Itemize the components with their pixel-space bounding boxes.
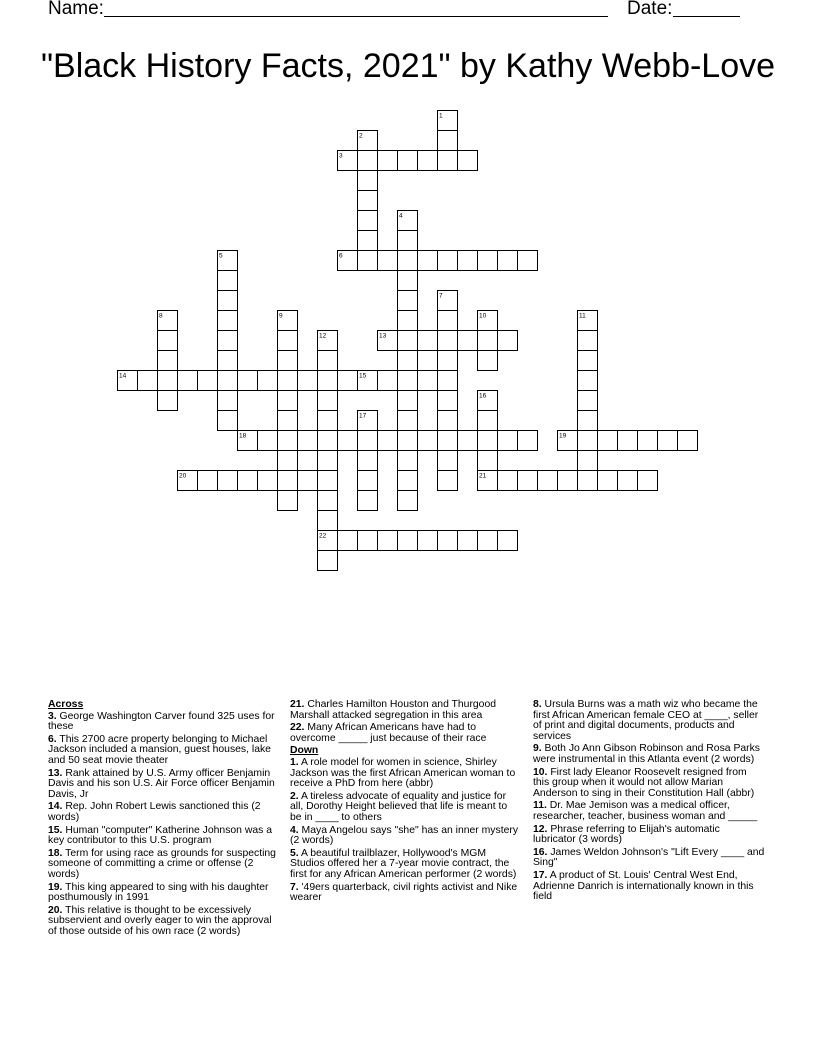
down-clue <box>533 744 765 765</box>
grid-cell[interactable] <box>438 111 458 131</box>
cell-number: 3 <box>339 152 343 160</box>
across-clue <box>48 735 276 767</box>
clue-number: 9. <box>533 743 542 755</box>
cell-number: 15 <box>359 372 367 380</box>
cell-number: 13 <box>379 332 387 340</box>
grid-cell[interactable] <box>598 471 618 491</box>
grid-cell[interactable] <box>218 271 238 291</box>
grid-cell[interactable] <box>198 471 218 491</box>
clue-number: 8. <box>533 699 542 710</box>
grid-cell[interactable] <box>398 311 418 331</box>
clue-number: 3. <box>48 710 57 722</box>
clue-text: Phrase referring to Elijah's automatic lubricator (3 words) <box>533 823 720 846</box>
grid-cell[interactable] <box>518 251 538 271</box>
clue-number: 20. <box>48 904 63 916</box>
grid-cell[interactable] <box>358 411 378 431</box>
cell-number: 20 <box>179 472 187 480</box>
grid-cell[interactable] <box>158 351 178 371</box>
grid-cell[interactable] <box>318 371 338 391</box>
clue-number: 19. <box>48 881 63 893</box>
clue-text: Term for using race as grounds for suspecting someone of committing a crime or offense (2 words) <box>48 847 276 880</box>
cell-number: 18 <box>239 432 247 440</box>
down-clue <box>533 700 765 742</box>
grid-cell[interactable] <box>478 331 498 351</box>
grid-cell[interactable] <box>478 391 498 411</box>
grid-cell[interactable] <box>318 451 338 471</box>
clue-number: 22. <box>290 722 305 734</box>
clue-text: Many African Americans have had to overcome _____ just because of their race <box>290 722 487 744</box>
grid-cell[interactable] <box>218 251 238 271</box>
clue-number: 14. <box>48 801 63 813</box>
cell-number: 17 <box>359 412 367 420</box>
cell-number: 16 <box>479 392 487 400</box>
grid-cell[interactable] <box>358 451 378 471</box>
grid-cell[interactable] <box>138 371 158 391</box>
grid-cell[interactable] <box>218 371 238 391</box>
grid-cell[interactable] <box>438 351 458 371</box>
cell-number: 19 <box>559 432 567 440</box>
grid-cell[interactable] <box>378 251 398 271</box>
grid-cell[interactable] <box>158 391 178 411</box>
grid-cell[interactable] <box>418 151 438 171</box>
grid-cell[interactable] <box>438 251 458 271</box>
grid-cell[interactable] <box>458 531 478 551</box>
grid-cell[interactable] <box>398 371 418 391</box>
across-clue <box>290 700 518 721</box>
grid-cell[interactable] <box>438 451 458 471</box>
clue-number: 17. <box>533 869 548 881</box>
clue-text: A product of St. Louis' Central West End, Adrienne Danrich is internationally known in this field <box>533 869 754 903</box>
grid-cell[interactable] <box>358 471 378 491</box>
grid-cell[interactable] <box>518 471 538 491</box>
across-clue <box>48 826 276 847</box>
cell-number: 14 <box>119 372 127 380</box>
grid-cell[interactable] <box>618 431 638 451</box>
grid-cell[interactable] <box>398 351 418 371</box>
cell-number: 5 <box>219 252 223 260</box>
date-label: Date: <box>627 0 678 19</box>
grid-cell[interactable] <box>478 311 498 331</box>
grid-cell[interactable] <box>158 331 178 351</box>
puzzle-title: "Black History Facts, 2021" by Kathy Webb-Love <box>40 47 776 85</box>
clue-number: 11. <box>533 800 547 812</box>
down-clue <box>533 871 765 903</box>
grid-cell[interactable] <box>478 351 498 371</box>
grid-cell[interactable] <box>278 351 298 371</box>
across-clue <box>48 906 276 938</box>
grid-cell[interactable] <box>298 471 318 491</box>
clue-text: Ursula Burns was a math wiz who became the first African American female CEO at ____, seller of print and digital documents, products and services <box>533 699 759 742</box>
clue-text: A beautiful trailblazer, Hollywood's MGM Studios offered her a 7-year movie contract, the first for any African American performer (2 words) <box>290 847 517 880</box>
grid-cell[interactable] <box>238 371 258 391</box>
grid-cell[interactable] <box>238 431 258 451</box>
grid-cell[interactable] <box>578 431 598 451</box>
grid-cell[interactable] <box>318 411 338 431</box>
grid-cell[interactable] <box>318 331 338 351</box>
clue-text: Both Jo Ann Gibson Robinson and Rosa Parks were instrumental in this Atlanta event (2 words) <box>533 743 761 765</box>
grid-cell[interactable] <box>158 371 178 391</box>
clue-column-2 <box>290 700 518 906</box>
grid-cell[interactable] <box>378 331 398 351</box>
clue-number: 4. <box>290 824 299 836</box>
grid-cell[interactable] <box>338 371 358 391</box>
grid-cell[interactable] <box>378 431 398 451</box>
grid-cell[interactable] <box>218 291 238 311</box>
grid-cell[interactable] <box>318 551 338 571</box>
grid-cell[interactable] <box>338 531 358 551</box>
clue-number: 18. <box>48 847 63 859</box>
across-clue <box>48 769 276 801</box>
grid-cell[interactable] <box>378 371 398 391</box>
clue-text: Maya Angelou says "she" has an inner mystery (2 words) <box>290 824 519 847</box>
grid-cell[interactable] <box>358 371 378 391</box>
grid-cell[interactable] <box>478 431 498 451</box>
clue-text: James Weldon Johnson's "Lift Every ____ and Sing" <box>533 846 765 869</box>
name-underline[interactable] <box>104 16 608 17</box>
grid-cell[interactable] <box>478 531 498 551</box>
grid-cell[interactable] <box>438 291 458 311</box>
across-clue <box>48 712 276 733</box>
grid-cell[interactable] <box>318 531 338 551</box>
grid-cell[interactable] <box>158 311 178 331</box>
clue-column-1 <box>48 700 276 939</box>
grid-cell[interactable] <box>438 371 458 391</box>
grid-cell[interactable] <box>218 311 238 331</box>
grid-cell[interactable] <box>318 351 338 371</box>
cell-number: 11 <box>579 312 586 320</box>
clue-text: George Washington Carver found 325 uses for these <box>48 710 275 733</box>
down-heading: Down <box>290 745 319 757</box>
grid-cell[interactable] <box>578 391 598 411</box>
grid-cell[interactable] <box>578 331 598 351</box>
grid-cell[interactable] <box>578 351 598 371</box>
grid-cell[interactable] <box>438 391 458 411</box>
across-clue <box>48 802 276 823</box>
grid-cell[interactable] <box>278 311 298 331</box>
grid-cell[interactable] <box>538 471 558 491</box>
grid-cell[interactable] <box>358 251 378 271</box>
clue-text: First lady Eleanor Roosevelt resigned from this group when it would not allow Marian Anderson to sing in their Constitution Hall (abbr) <box>533 766 755 799</box>
grid-cell[interactable] <box>278 451 298 471</box>
clue-column-3 <box>533 700 765 905</box>
grid-cell[interactable] <box>438 131 458 151</box>
clue-number: 12. <box>533 823 548 835</box>
grid-cell[interactable] <box>398 291 418 311</box>
grid-cell[interactable] <box>278 491 298 511</box>
grid-cell[interactable] <box>278 431 298 451</box>
clue-number: 5. <box>290 847 299 859</box>
grid-cell[interactable] <box>558 471 578 491</box>
clue-text: This king appeared to sing with his daughter posthumously in 1991 <box>48 881 269 904</box>
cell-number: 9 <box>279 312 283 320</box>
grid-cell[interactable] <box>278 371 298 391</box>
grid-cell[interactable] <box>398 251 418 271</box>
cell-number: 8 <box>159 312 163 320</box>
grid-cell[interactable] <box>318 431 338 451</box>
grid-cell[interactable] <box>258 371 278 391</box>
grid-cell[interactable] <box>438 471 458 491</box>
grid-cell[interactable] <box>438 151 458 171</box>
grid-cell[interactable] <box>638 471 658 491</box>
grid-cell[interactable] <box>438 411 458 431</box>
name-label: Name: <box>48 0 110 19</box>
grid-cell[interactable] <box>598 431 618 451</box>
grid-cell[interactable] <box>318 471 338 491</box>
grid-cell[interactable] <box>398 431 418 451</box>
grid-cell[interactable] <box>338 431 358 451</box>
grid-cell[interactable] <box>398 151 418 171</box>
date-underline[interactable] <box>673 16 740 17</box>
grid-cell[interactable] <box>418 371 438 391</box>
grid-cell[interactable] <box>558 431 578 451</box>
clue-number: 15. <box>48 824 63 836</box>
grid-cell[interactable] <box>638 431 658 451</box>
cell-number: 4 <box>399 212 403 220</box>
down-clue <box>533 801 765 822</box>
grid-cell[interactable] <box>478 251 498 271</box>
grid-cell[interactable] <box>318 511 338 531</box>
clue-number: 13. <box>48 767 63 779</box>
across-clue <box>48 849 276 881</box>
cell-number: 22 <box>319 532 327 540</box>
down-clue <box>290 792 518 824</box>
grid-cell[interactable] <box>318 391 338 411</box>
grid-cell[interactable] <box>218 351 238 371</box>
clue-text: This relative is thought to be excessively subservient and overly eager to win the approval of those outside of his own race (2 words) <box>48 904 272 937</box>
grid-cell[interactable] <box>478 411 498 431</box>
grid-cell[interactable] <box>378 531 398 551</box>
grid-cell[interactable] <box>478 471 498 491</box>
grid-cell[interactable] <box>178 371 198 391</box>
grid-cell[interactable] <box>338 151 358 171</box>
grid-cell[interactable] <box>218 471 238 491</box>
cell-number: 12 <box>319 332 327 340</box>
down-clue <box>290 826 518 847</box>
grid-cell[interactable] <box>218 391 238 411</box>
clue-number: 1. <box>290 756 299 768</box>
clue-number: 7. <box>290 881 299 893</box>
grid-cell[interactable] <box>298 431 318 451</box>
grid-cell[interactable] <box>358 431 378 451</box>
grid-cell[interactable] <box>118 371 138 391</box>
grid-cell[interactable] <box>398 231 418 251</box>
grid-cell[interactable] <box>398 451 418 471</box>
grid-cell[interactable] <box>498 471 518 491</box>
cell-number: 6 <box>339 252 343 260</box>
cell-number: 10 <box>479 312 487 320</box>
grid-cell[interactable] <box>578 411 598 431</box>
clue-text: This 2700 acre property belonging to Michael Jackson included a mansion, guest houses, lake and 50 seat movie theater <box>48 733 271 766</box>
grid-cell[interactable] <box>398 491 418 511</box>
down-clue <box>533 825 765 846</box>
grid-cell[interactable] <box>498 251 518 271</box>
clue-text: Human "computer" Katherine Johnson was a key contributor to this U.S. program <box>48 824 272 847</box>
grid-cell[interactable] <box>498 331 518 351</box>
down-clue <box>533 848 765 869</box>
grid-cell[interactable] <box>458 151 478 171</box>
clue-list <box>0 700 816 1040</box>
grid-cell[interactable] <box>578 311 598 331</box>
grid-cell[interactable] <box>578 371 598 391</box>
grid-cell[interactable] <box>358 491 378 511</box>
clue-text: A role model for women in science, Shirley Jackson was the first African American woman to receive a PhD from here (abbr) <box>290 756 516 790</box>
grid-cell[interactable] <box>398 471 418 491</box>
grid-cell[interactable] <box>378 151 398 171</box>
grid-cell[interactable] <box>458 331 478 351</box>
clue-number: 21. <box>290 699 305 710</box>
grid-cell[interactable] <box>478 451 498 471</box>
grid-cell[interactable] <box>498 431 518 451</box>
across-heading: Across <box>48 699 84 710</box>
grid-cell[interactable] <box>318 491 338 511</box>
grid-cell[interactable] <box>358 211 378 231</box>
grid-cell[interactable] <box>238 471 258 491</box>
grid-cell[interactable] <box>578 451 598 471</box>
grid-cell[interactable] <box>418 331 438 351</box>
grid-cell[interactable] <box>218 331 238 351</box>
clue-text: Charles Hamilton Houston and Thurgood Marshall attacked segregation in this area <box>290 699 497 721</box>
grid-cell[interactable] <box>518 431 538 451</box>
grid-cell[interactable] <box>298 371 318 391</box>
clue-number: 2. <box>290 790 299 802</box>
grid-cell[interactable] <box>438 531 458 551</box>
clue-text: A tireless advocate of equality and justice for all, Dorothy Height believed that life is meant to be in ____ to others <box>290 790 508 823</box>
grid-cell[interactable] <box>458 431 478 451</box>
grid-cell[interactable] <box>418 531 438 551</box>
grid-cell[interactable] <box>578 471 598 491</box>
grid-cell[interactable] <box>258 431 278 451</box>
grid-cell[interactable] <box>398 391 418 411</box>
down-clue <box>290 883 518 904</box>
grid-cell[interactable] <box>358 531 378 551</box>
across-clue <box>290 723 518 744</box>
clue-text: Rank attained by U.S. Army officer Benjamin Davis and his son U.S. Air Force officer Benjamin Davis, Jr <box>48 767 275 800</box>
cell-number: 7 <box>439 292 443 300</box>
clue-text: Rep. John Robert Lewis sanctioned this (2 words) <box>48 801 261 823</box>
grid-cell[interactable] <box>278 391 298 411</box>
grid-cell[interactable] <box>278 471 298 491</box>
grid-cell[interactable] <box>418 251 438 271</box>
grid-cell[interactable] <box>398 271 418 291</box>
grid-cell[interactable] <box>438 311 458 331</box>
grid-cell[interactable] <box>358 131 378 151</box>
down-clue <box>290 758 518 790</box>
grid-cell[interactable] <box>438 431 458 451</box>
down-clue <box>290 849 518 881</box>
cell-number: 1 <box>439 112 443 120</box>
clue-number: 10. <box>533 766 548 778</box>
cell-number: 21 <box>479 472 487 480</box>
clue-number: 16. <box>533 846 548 858</box>
down-clue <box>533 768 765 800</box>
clue-text: Dr. Mae Jemison was a medical officer, researcher, teacher, business woman and _____ <box>533 800 758 822</box>
grid-cell[interactable] <box>398 211 418 231</box>
clue-text: '49ers quarterback, civil rights activist and Nike wearer <box>290 881 518 904</box>
grid-cell[interactable] <box>658 431 678 451</box>
grid-cell[interactable] <box>618 471 638 491</box>
grid-cell[interactable] <box>338 251 358 271</box>
grid-cell[interactable] <box>398 331 418 351</box>
grid-cell[interactable] <box>178 471 198 491</box>
across-clue <box>48 883 276 904</box>
grid-cell[interactable] <box>458 251 478 271</box>
grid-cell[interactable] <box>358 191 378 211</box>
grid-cell[interactable] <box>398 411 418 431</box>
grid-cell[interactable] <box>198 371 218 391</box>
grid-cell[interactable] <box>438 331 458 351</box>
grid-cell[interactable] <box>498 531 518 551</box>
grid-cell[interactable] <box>258 471 278 491</box>
grid-cell[interactable] <box>358 171 378 191</box>
grid-cell[interactable] <box>358 151 378 171</box>
clue-number: 6. <box>48 733 57 745</box>
grid-cell[interactable] <box>418 431 438 451</box>
grid-cell[interactable] <box>218 411 238 431</box>
grid-cell[interactable] <box>678 431 698 451</box>
grid-cell[interactable] <box>398 531 418 551</box>
grid-cell[interactable] <box>278 331 298 351</box>
grid-cell[interactable] <box>278 411 298 431</box>
grid-cell[interactable] <box>358 231 378 251</box>
cell-number: 2 <box>359 132 363 140</box>
